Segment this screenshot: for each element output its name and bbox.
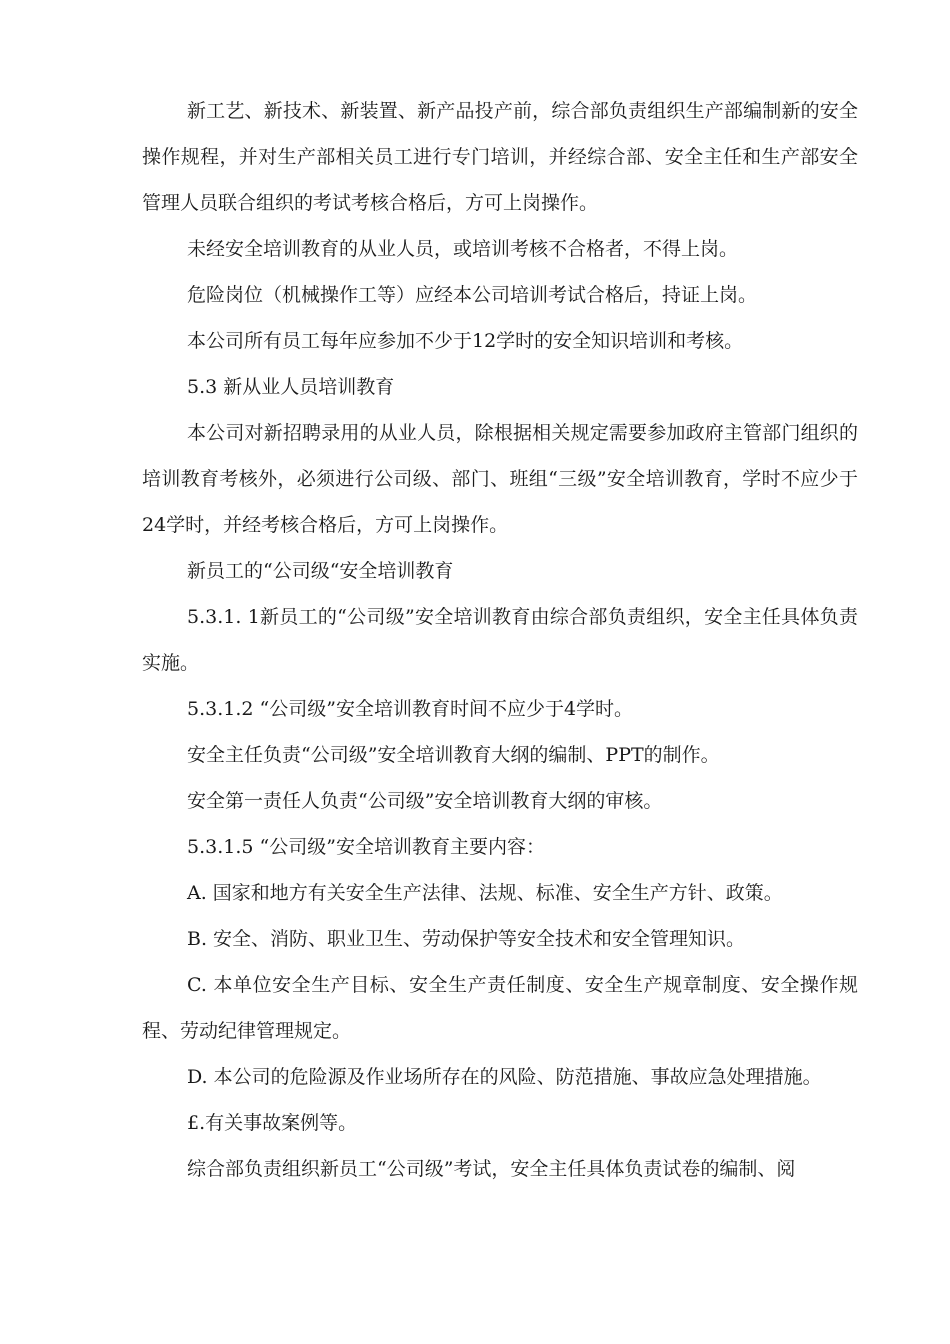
list-item-d: D. 本公司的危险源及作业场所存在的风险、防范措施、事故应急处理措施。	[187, 1066, 822, 1088]
list-item-b: B. 安全、消防、职业卫生、劳动保护等安全技术和安全管理知识。	[187, 928, 746, 950]
paragraph-three-level-training: 本公司对新招聘录用的从业人员，除根据相关规定需要参加政府主管部门组织的培训教育考核外，必须进行公司级、部门、班组“三级”安全培训教育，学时不应少于24学时，并经考核合格后，方可上岗操作。	[142, 422, 858, 536]
document-body	[142, 88, 858, 1192]
list-item-a: A. 国家和地方有关安全生产法律、法规、标准、安全生产方针、政策。	[187, 882, 783, 904]
paragraph-annual-training-hours: 本公司所有员工每年应参加不少于12学时的安全知识培训和考核。	[187, 330, 744, 352]
clause-5-3-1-2: 5.3.1.2 “公司级”安全培训教育时间不应少于4学时。	[187, 698, 634, 720]
section-heading-5-3: 5.3 新从业人员培训教育	[187, 376, 395, 398]
paragraph-untrained-no-post: 未经安全培训教育的从业人员，或培训考核不合格者，不得上岗。	[187, 238, 739, 260]
list-item-e: £.有关事故案例等。	[187, 1112, 358, 1134]
paragraph-hazardous-post-certificate: 危险岗位（机械操作工等）应经本公司培训考试合格后，持证上岗。	[187, 284, 758, 306]
paragraph-new-process-training: 新工艺、新技术、新装置、新产品投产前，综合部负责组织生产部编制新的安全操作规程，并对生产部相关员工进行专门培训，并经综合部、安全主任和生产部安全管理人员联合组织的考试考核合格后，方可上岗操作。	[142, 100, 858, 214]
paragraph-outline-review: 安全第一责任人负责“公司级”安全培训教育大纲的审核。	[187, 790, 663, 812]
paragraph-company-level-exam: 综合部负责组织新员工“公司级”考试，安全主任具体负责试卷的编制、阅	[187, 1158, 796, 1180]
clause-5-3-1-5: 5.3.1.5 “公司级”安全培训教育主要内容：	[187, 836, 545, 858]
paragraph-outline-compilation: 安全主任负责“公司级”安全培训教育大纲的编制、PPT的制作。	[187, 744, 720, 766]
list-item-c: C. 本单位安全生产目标、安全生产责任制度、安全生产规章制度、安全操作规程、劳动纪律管理规定。	[142, 974, 858, 1042]
clause-5-3-1-1: 5.3.1. 1新员工的“公司级”安全培训教育由综合部负责组织，安全主任具体负责实施。	[142, 606, 858, 674]
subheading-company-level-training: 新员工的“公司级“安全培训教育	[187, 560, 454, 582]
